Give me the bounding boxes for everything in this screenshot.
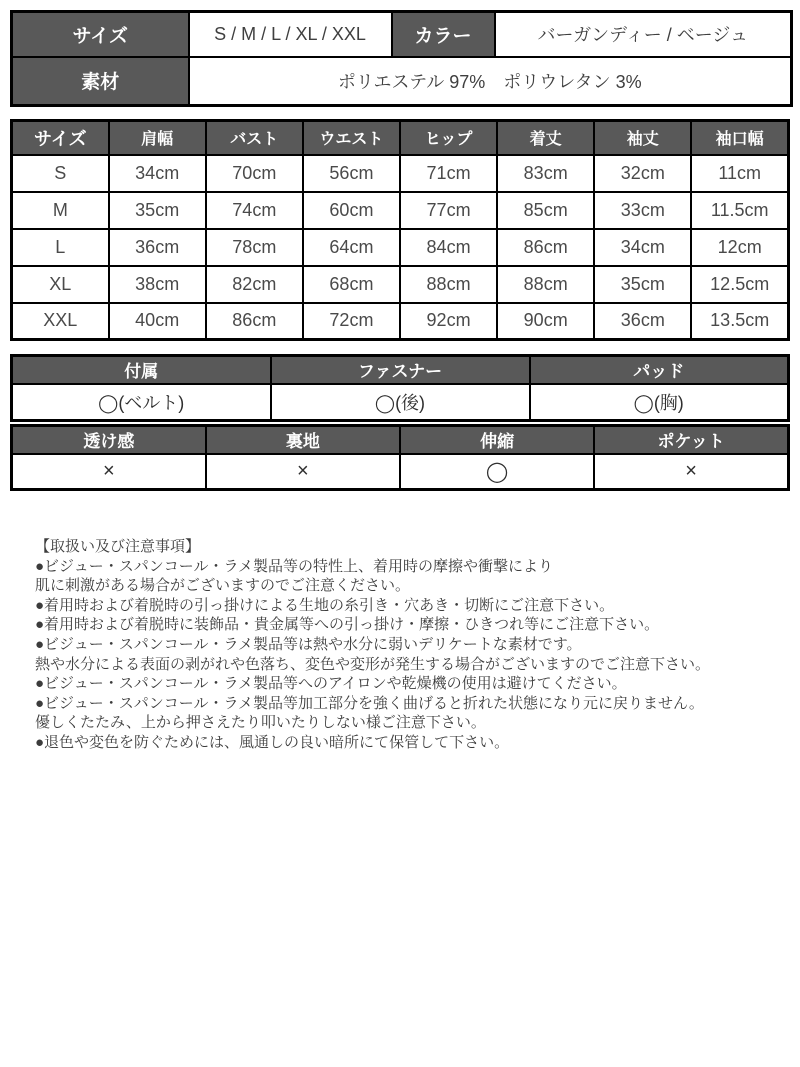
- care-note-line: ●ビジュー・スパンコール・ラメ製品等へのアイロンや乾燥機の使用は避けてください。: [35, 675, 627, 693]
- size-chart-row-xxl: [12, 303, 789, 340]
- measure-cell: 72cm: [303, 303, 400, 340]
- measure-cell: 85cm: [497, 192, 594, 229]
- measure-cell: 92cm: [400, 303, 497, 340]
- features-header-pad: パッド: [530, 356, 789, 384]
- size-cell: S: [12, 155, 109, 192]
- measure-cell: 12cm: [691, 229, 788, 266]
- color-value-cell: バーガンディー / ベージュ: [495, 12, 792, 57]
- measure-cell: 70cm: [206, 155, 303, 192]
- care-note-line: ●着用時および着脱時に装飾品・貴金属等への引っ掛け・摩擦・ひきつれ等にご注意下さい。: [35, 616, 660, 634]
- size-chart-header-sleeve: 袖丈: [594, 121, 691, 155]
- properties-header-sheerness: 透け感: [12, 426, 206, 454]
- measure-cell: 77cm: [400, 192, 497, 229]
- features-table: [10, 354, 790, 422]
- care-note-line: ●ビジュー・スパンコール・ラメ製品等は熱や水分に弱いデリケートな素材です。: [35, 635, 582, 653]
- size-chart-table: [10, 119, 790, 341]
- material-label-cell: 素材: [12, 57, 189, 106]
- measure-cell: 90cm: [497, 303, 594, 340]
- features-header-accessory: 付属: [12, 356, 271, 384]
- size-cell: M: [12, 192, 109, 229]
- size-chart-row-l: [12, 229, 789, 266]
- measure-cell: 34cm: [109, 155, 206, 192]
- size-chart-row-m: [12, 192, 789, 229]
- measure-cell: 64cm: [303, 229, 400, 266]
- care-note-line: 熱や水分による表面の剥がれや色落ち、変色や変形が発生する場合がございますのでご注意下さい。: [35, 655, 711, 673]
- properties-header-row: [12, 426, 789, 454]
- size-chart-header-hip: ヒップ: [400, 121, 497, 155]
- care-note-line: ●退色や変色を防ぐためには、風通しの良い暗所にて保管して下さい。: [35, 733, 510, 751]
- measure-cell: 35cm: [594, 266, 691, 303]
- measure-cell: 12.5cm: [691, 266, 788, 303]
- properties-value-sheerness: ×: [12, 454, 206, 490]
- size-cell: L: [12, 229, 109, 266]
- measure-cell: 78cm: [206, 229, 303, 266]
- care-note-line: ●ビジュー・スパンコール・ラメ製品等加工部分を強く曲げると折れた状態になり元に戻りません。: [35, 694, 704, 712]
- care-note-line: ●着用時および着脱時の引っ掛けによる生地の糸引き・穴あき・切断にご注意下さい。: [35, 596, 615, 614]
- measure-cell: 86cm: [206, 303, 303, 340]
- measure-cell: 84cm: [400, 229, 497, 266]
- measure-cell: 33cm: [594, 192, 691, 229]
- size-cell: XL: [12, 266, 109, 303]
- features-value-pad: ◯(胸): [530, 384, 789, 421]
- features-value-accessory: ◯(ベルト): [12, 384, 271, 421]
- properties-value-lining: ×: [206, 454, 400, 490]
- size-value-cell: S / M / L / XL / XXL: [189, 12, 392, 57]
- care-note-line: ●ビジュー・スパンコール・ラメ製品等の特性上、着用時の摩擦や衝撃により: [35, 557, 554, 575]
- properties-header-pocket: ポケット: [594, 426, 788, 454]
- size-label-cell: サイズ: [12, 12, 189, 57]
- measure-cell: 71cm: [400, 155, 497, 192]
- features-value-fastener: ◯(後): [271, 384, 530, 421]
- care-note-line: 優しくたたみ、上から押さえたり叩いたりしない様ご注意下さい。: [35, 714, 486, 732]
- size-chart-row-xl: [12, 266, 789, 303]
- size-chart-header-bust: バスト: [206, 121, 303, 155]
- measure-cell: 32cm: [594, 155, 691, 192]
- measure-cell: 11.5cm: [691, 192, 788, 229]
- measure-cell: 40cm: [109, 303, 206, 340]
- size-chart-header-shoulder: 肩幅: [109, 121, 206, 155]
- measure-cell: 82cm: [206, 266, 303, 303]
- size-chart-header-waist: ウエスト: [303, 121, 400, 155]
- size-chart-header-row: [12, 121, 789, 155]
- measure-cell: 38cm: [109, 266, 206, 303]
- features-header-fastener: ファスナー: [271, 356, 530, 384]
- size-chart-row-s: [12, 155, 789, 192]
- care-notes: [35, 537, 790, 753]
- color-label-cell: カラー: [392, 12, 495, 57]
- measure-cell: 13.5cm: [691, 303, 788, 340]
- measure-cell: 35cm: [109, 192, 206, 229]
- measure-cell: 86cm: [497, 229, 594, 266]
- properties-value-stretch: ◯: [400, 454, 594, 490]
- measure-cell: 88cm: [400, 266, 497, 303]
- measure-cell: 36cm: [594, 303, 691, 340]
- material-value-cell: ポリエステル 97% ポリウレタン 3%: [189, 57, 792, 106]
- care-notes-title: 【取扱い及び注意事項】: [35, 538, 201, 555]
- measure-cell: 36cm: [109, 229, 206, 266]
- features-header-row: [12, 356, 789, 384]
- care-note-line: 肌に刺激がある場合がございますのでご注意ください。: [35, 577, 411, 595]
- size-chart-header-size: サイズ: [12, 121, 109, 155]
- measure-cell: 83cm: [497, 155, 594, 192]
- properties-header-lining: 裏地: [206, 426, 400, 454]
- measure-cell: 34cm: [594, 229, 691, 266]
- measure-cell: 88cm: [497, 266, 594, 303]
- size-chart-header-length: 着丈: [497, 121, 594, 155]
- properties-value-row: [12, 454, 789, 490]
- info-table: [10, 10, 793, 107]
- size-cell: XXL: [12, 303, 109, 340]
- measure-cell: 56cm: [303, 155, 400, 192]
- features-value-row: [12, 384, 789, 421]
- properties-header-stretch: 伸縮: [400, 426, 594, 454]
- measure-cell: 11cm: [691, 155, 788, 192]
- measure-cell: 74cm: [206, 192, 303, 229]
- size-chart-header-cuff: 袖口幅: [691, 121, 788, 155]
- measure-cell: 60cm: [303, 192, 400, 229]
- measure-cell: 68cm: [303, 266, 400, 303]
- properties-value-pocket: ×: [594, 454, 788, 490]
- properties-table: [10, 424, 790, 491]
